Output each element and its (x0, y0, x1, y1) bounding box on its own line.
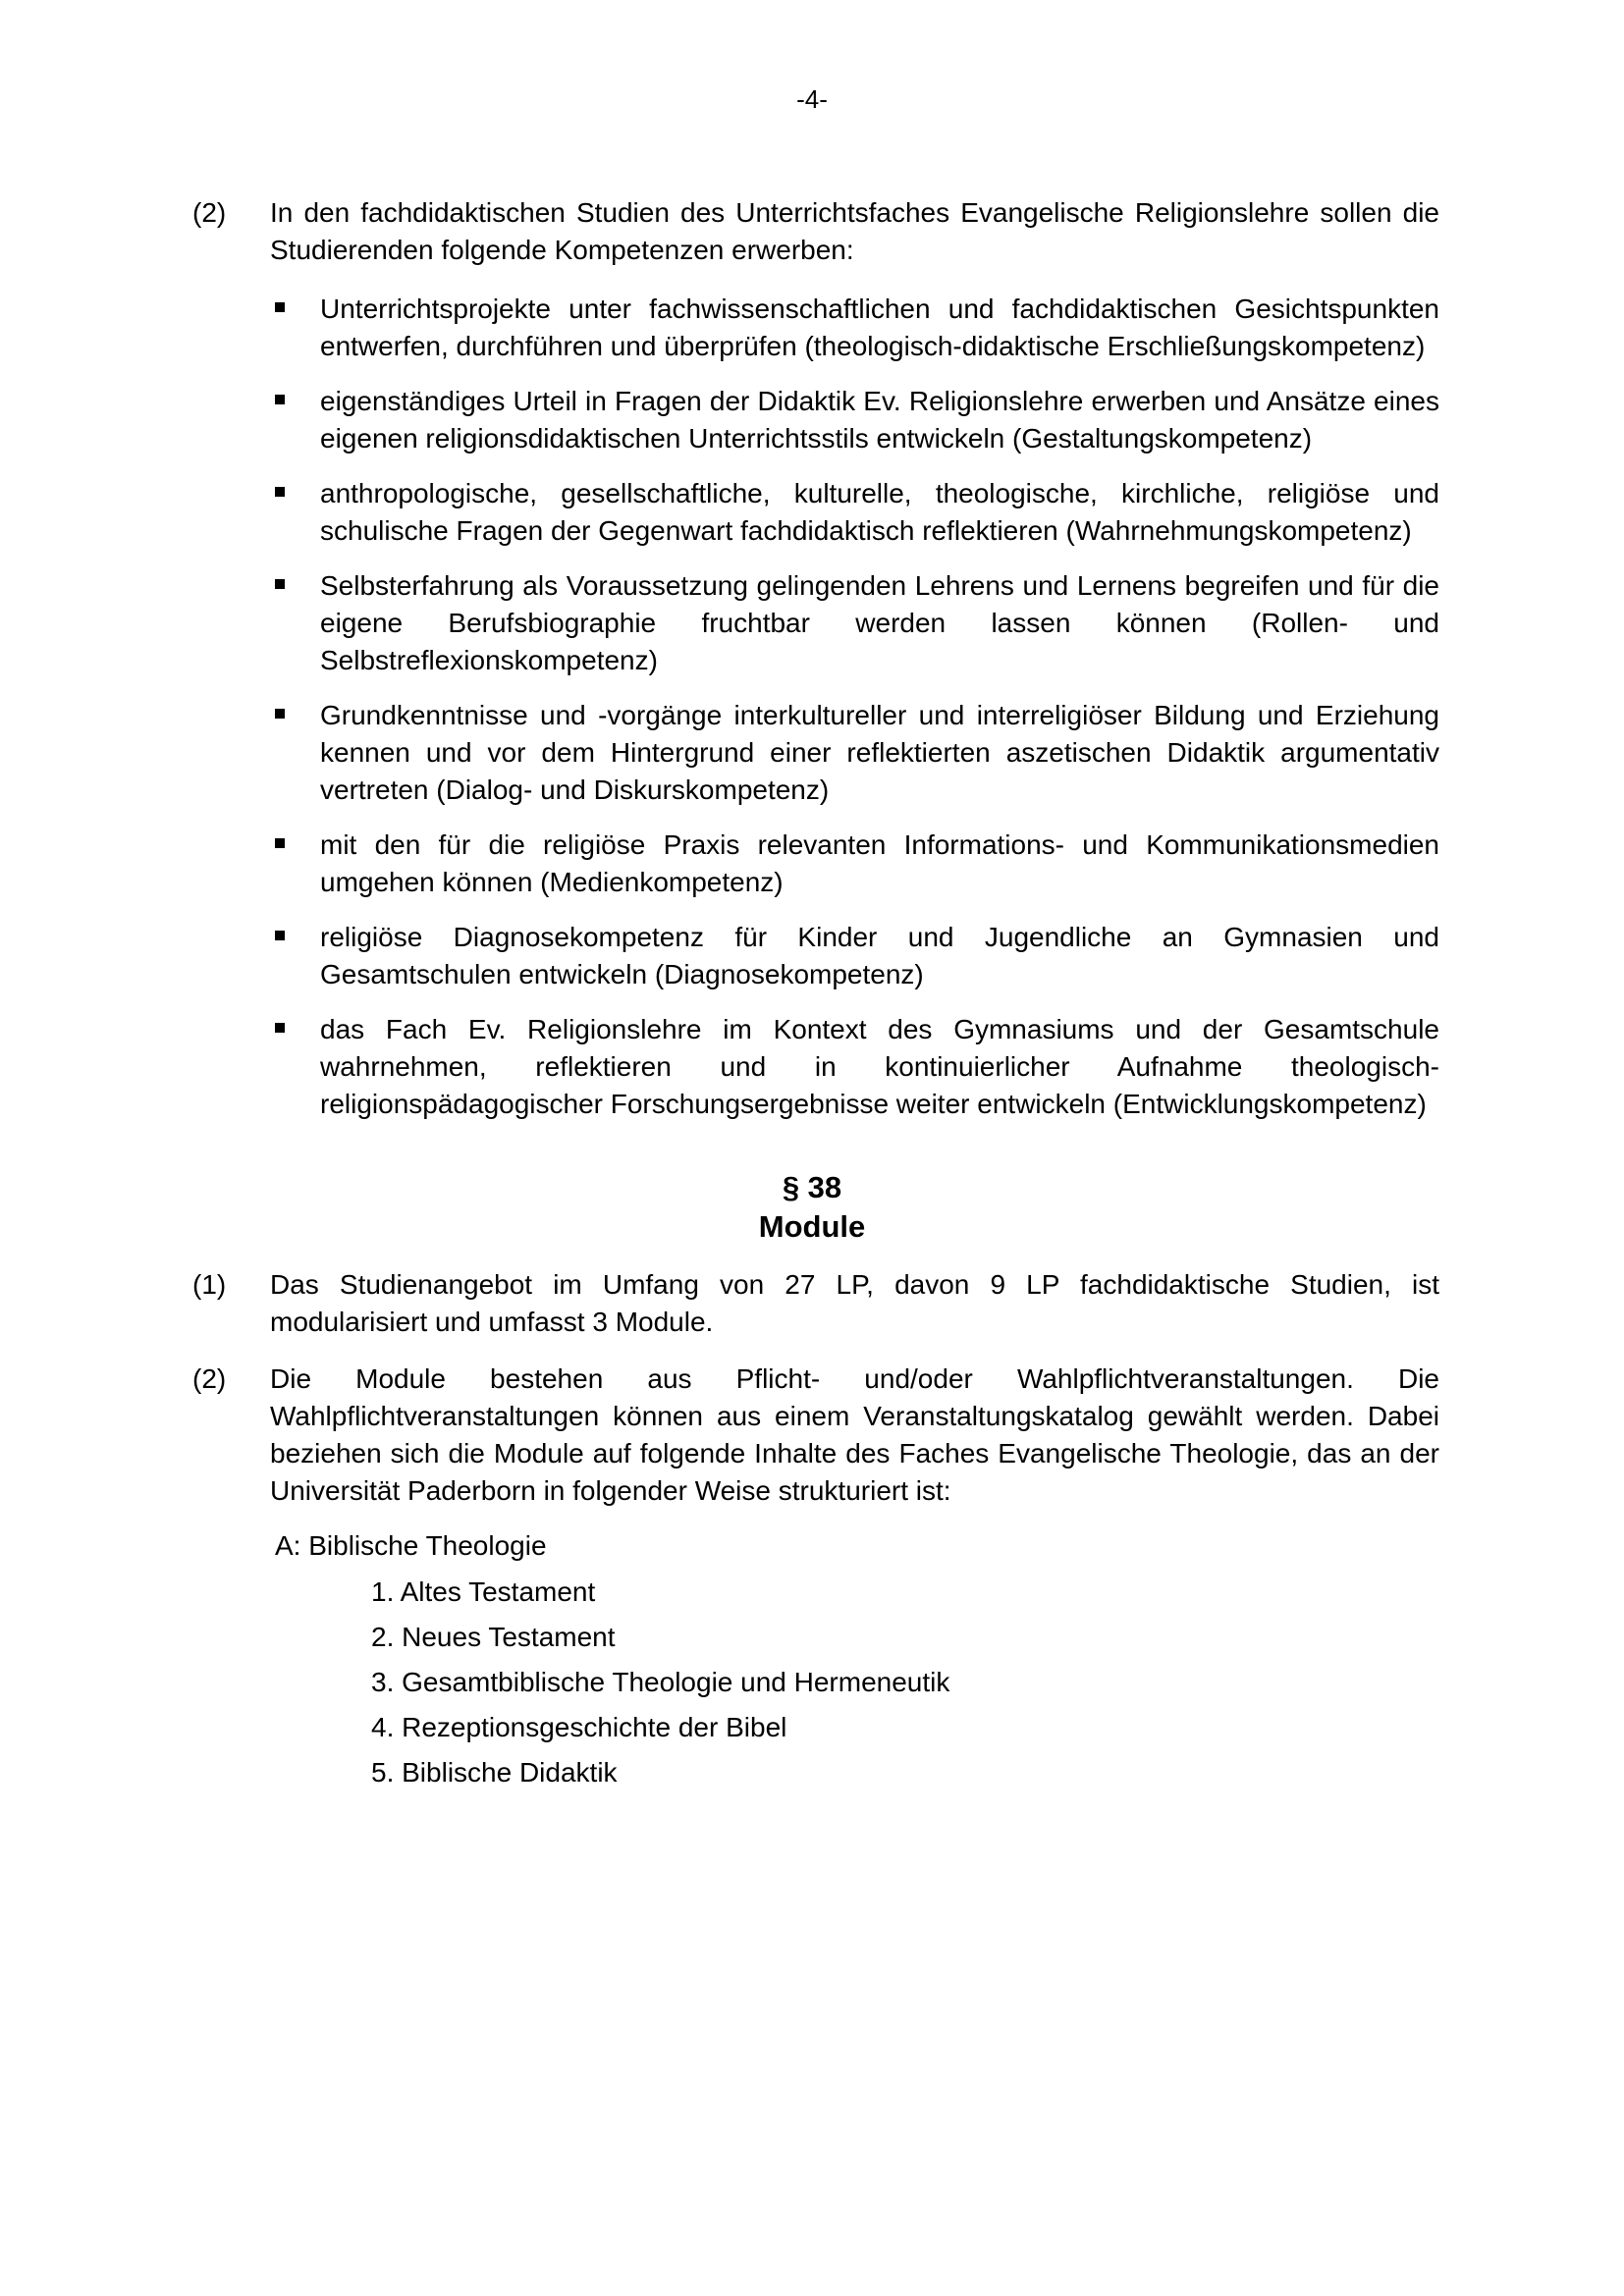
list-item-text: eigenständiges Urteil in Fragen der Didaktik Ev. Religionslehre erwerben und Ansätze eines eigenen religionsdidaktischen Unterrichtsstils entwickeln (Gestaltungskompetenz) (320, 386, 1439, 454)
paragraph-1-modules (192, 1266, 1439, 1341)
section-title: Module (758, 1209, 866, 1244)
page-number: -4- (796, 84, 828, 114)
area-a-list (371, 1574, 949, 1799)
list-item-text: anthropologische, gesellschaftliche, kulturelle, theologische, kirchliche, religiöse und schulische Fragen der Gegenwart fachdidaktisch reflektieren (Wahrnehmungskompetenz) (320, 478, 1439, 546)
area-a-heading: A: Biblische Theologie (275, 1530, 547, 1561)
list-item (270, 827, 1439, 901)
paragraph-number: (2) (192, 1363, 227, 1394)
bullet-square-icon (275, 487, 285, 497)
competency-list (270, 291, 1439, 1141)
bullet-square-icon (275, 838, 285, 848)
list-item: 2. Neues Testament (371, 1622, 616, 1652)
section-number: § 38 (782, 1170, 842, 1204)
list-item (270, 567, 1439, 679)
bullet-square-icon (275, 709, 285, 719)
list-item (270, 697, 1439, 809)
paragraph-text: Das Studienangebot im Umfang von 27 LP, davon 9 LP fachdidaktische Studien, ist modularisiert und umfasst 3 Module. (270, 1269, 1439, 1337)
list-item (270, 291, 1439, 365)
bullet-square-icon (275, 579, 285, 589)
list-item-text: religiöse Diagnosekompetenz für Kinder und Jugendliche an Gymnasien und Gesamtschulen entwickeln (Diagnosekompetenz) (320, 922, 1439, 989)
list-item: 1. Altes Testament (371, 1576, 596, 1607)
list-item (270, 475, 1439, 550)
paragraph-text: Die Module bestehen aus Pflicht- und/oder Wahlpflichtveranstaltungen. Die Wahlpflichtveranstaltungen können aus einem Veranstaltungskatalog gewählt werden. Dabei beziehen sich die Module auf folgende Inhalte des Faches Evangelische Theologie, das an der Universität Paderborn in folgender Weise strukturiert ist: (270, 1363, 1439, 1506)
list-item: 4. Rezeptionsgeschichte der Bibel (371, 1712, 787, 1742)
paragraph-number: (1) (192, 1269, 227, 1300)
bullet-square-icon (275, 931, 285, 940)
list-item-text: mit den für die religiöse Praxis relevanten Informations- und Kommunikationsmedien umgehen können (Medienkompetenz) (320, 829, 1439, 897)
list-item-text: das Fach Ev. Religionslehre im Kontext des Gymnasiums und der Gesamtschule wahrnehmen, reflektieren und in kontinuierlicher Aufnahme theologisch-religionspädagogischer Forschungsergebnisse weiter entwickeln (Entwicklungskompetenz) (320, 1014, 1439, 1119)
bullet-square-icon (275, 1023, 285, 1033)
list-item: 3. Gesamtbiblische Theologie und Hermeneutik (371, 1667, 950, 1697)
bullet-square-icon (275, 302, 285, 312)
bullet-square-icon (275, 395, 285, 404)
list-item (270, 1011, 1439, 1123)
list-item (270, 383, 1439, 457)
list-item-text: Selbsterfahrung als Voraussetzung gelingenden Lehrens und Lernens begreifen und für die eigene Berufsbiographie fruchtbar werden lassen können (Rollen- und Selbstreflexionskompetenz) (320, 570, 1439, 675)
paragraph-text: In den fachdidaktischen Studien des Unterrichtsfaches Evangelische Religionslehre sollen die Studierenden folgende Kompetenzen erwerben: (270, 197, 1439, 265)
paragraph-number: (2) (192, 197, 227, 228)
paragraph-2-competencies (192, 194, 1439, 269)
list-item-text: Unterrichtsprojekte unter fachwissenschaftlichen und fachdidaktischen Gesichtspunkten entwerfen, durchführen und überprüfen (theologisch-didaktische Erschließungskompetenz) (320, 294, 1439, 361)
list-item-text: Grundkenntnisse und -vorgänge interkultureller und interreligiöser Bildung und Erziehung kennen und vor dem Hintergrund einer reflektierten aszetischen Didaktik argumentativ vertreten (Dialog- und Diskurskompetenz) (320, 700, 1439, 805)
paragraph-2-modules (192, 1361, 1439, 1510)
list-item: 5. Biblische Didaktik (371, 1757, 618, 1788)
list-item (270, 919, 1439, 993)
